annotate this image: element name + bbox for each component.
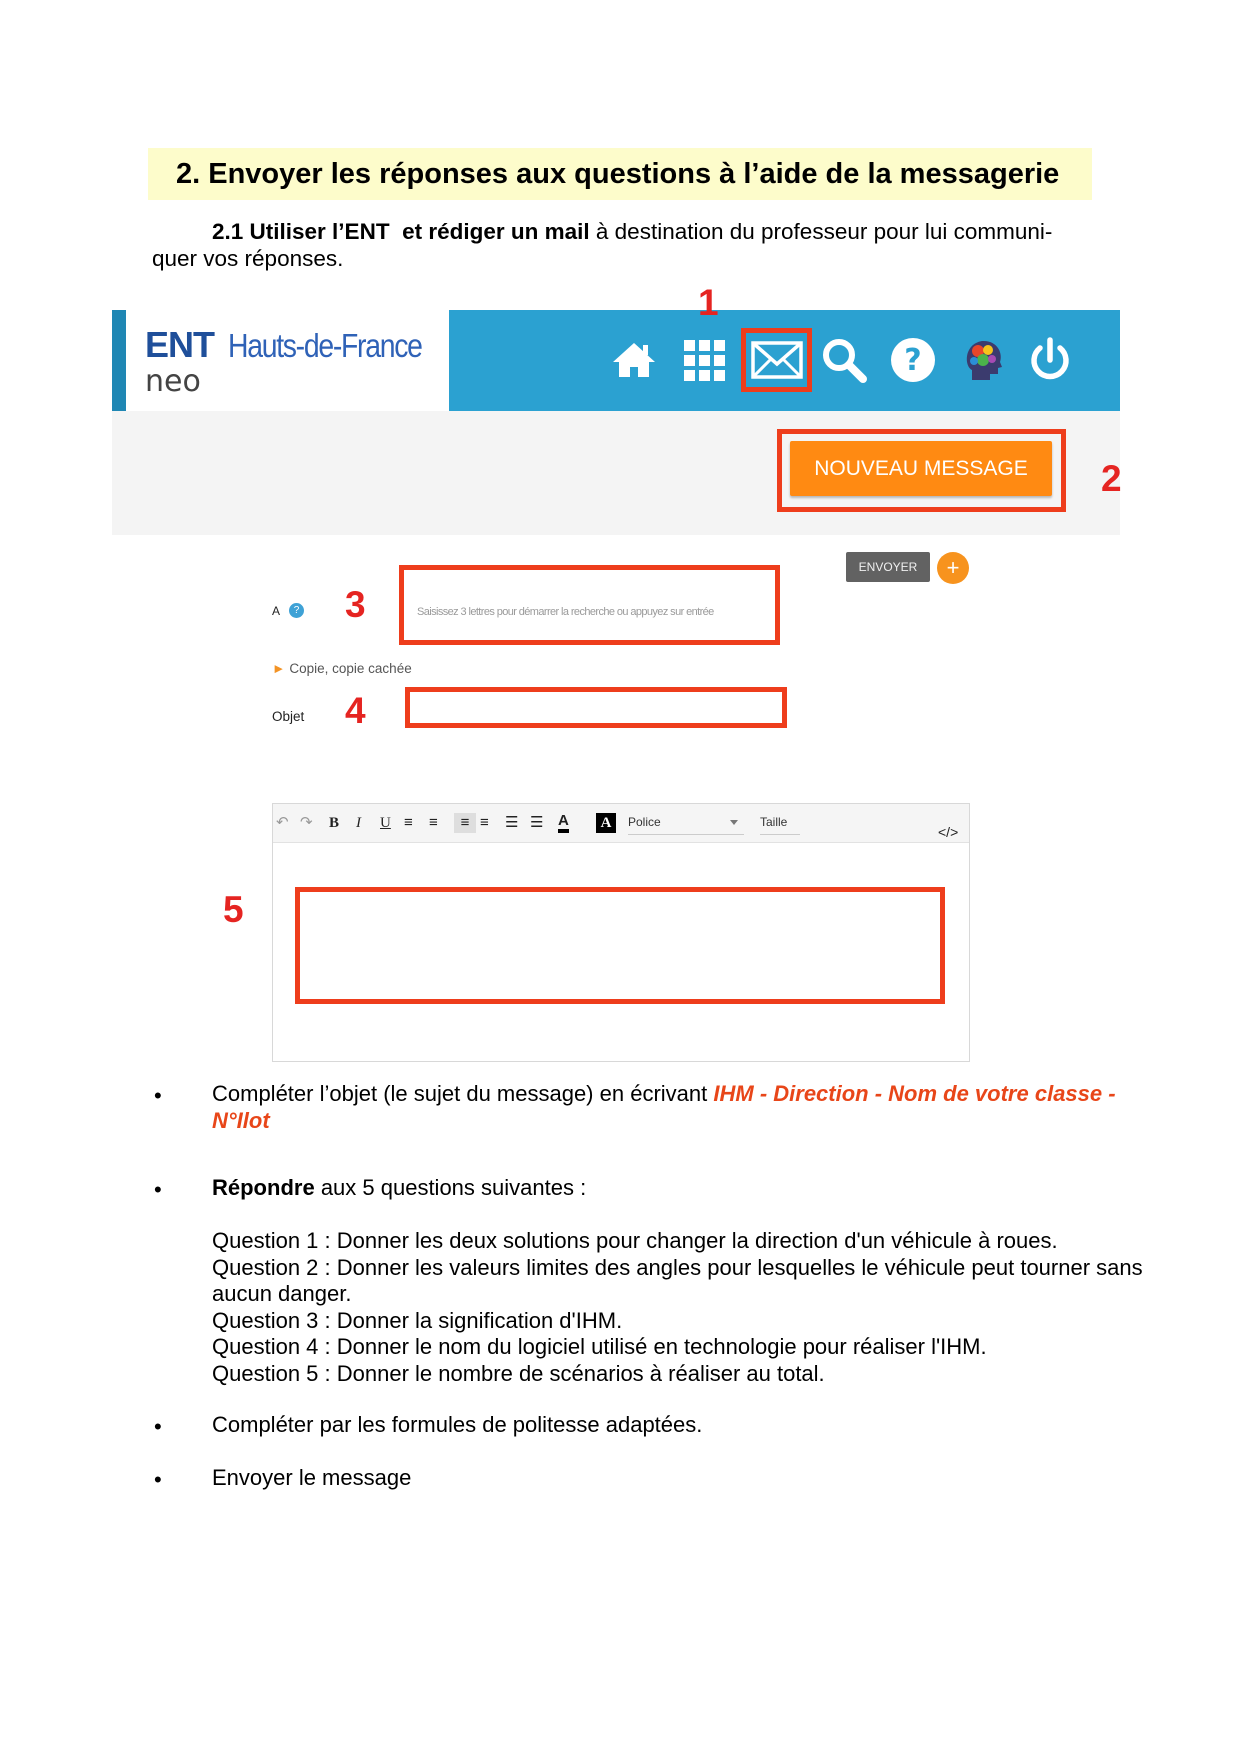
recipient-help-icon[interactable]: ? bbox=[289, 603, 304, 618]
annotation-2: 2 bbox=[1101, 458, 1122, 499]
font-select-label: Police bbox=[628, 815, 661, 829]
instruction-subject-text: Compléter l’objet (le sujet du message) en écrivant bbox=[212, 1081, 708, 1106]
justify-icon[interactable]: ≡ bbox=[404, 814, 413, 831]
avatar[interactable] bbox=[958, 336, 1006, 384]
align-center-icon[interactable]: ≡ bbox=[429, 814, 438, 831]
instruction-politeness: Compléter par les formules de politesse adaptées. bbox=[212, 1412, 703, 1437]
help-icon[interactable] bbox=[889, 336, 937, 384]
instruction-send: Envoyer le message bbox=[212, 1465, 412, 1490]
undo-icon[interactable]: ↶ bbox=[276, 814, 289, 831]
question-3: Question 3 : Donner la signification d'IHM. bbox=[212, 1307, 623, 1333]
editor-toolbar bbox=[273, 804, 969, 843]
question-1: Question 1 : Donner les deux solutions pour changer la direction d'un véhicule à roues. bbox=[212, 1228, 1058, 1253]
underline-icon[interactable]: U bbox=[380, 815, 391, 831]
numbered-list-icon[interactable]: ☰ bbox=[530, 814, 544, 831]
bullet-1: • bbox=[154, 1083, 162, 1108]
bullet-list-icon[interactable]: ☰ bbox=[505, 814, 519, 831]
answer-text: aux 5 questions suivantes : bbox=[320, 1175, 587, 1200]
power-icon[interactable] bbox=[1026, 336, 1074, 384]
question-4: Question 4 : Donner le nom du logiciel utilisé en technologie pour réaliser l'IHM. bbox=[212, 1334, 987, 1359]
annotation-5: 5 bbox=[223, 889, 244, 930]
cc-label: Copie, copie cachée bbox=[289, 661, 412, 676]
annotation-1: 1 bbox=[698, 282, 719, 323]
question-5: Question 5 : Donner le nombre de scénarios à réaliser au total. bbox=[212, 1360, 825, 1386]
intro-bold-mail: et rédiger un mail bbox=[402, 219, 590, 244]
subject-label: Objet bbox=[272, 709, 305, 724]
bold-icon[interactable]: B bbox=[329, 815, 340, 831]
font-select[interactable] bbox=[628, 812, 744, 835]
send-button[interactable]: ENVOYER bbox=[846, 552, 930, 582]
question-2: Question 2 : Donner les valeurs limites des angles pour lesquelles le véhicule peut tourner sans aucun danger. bbox=[212, 1254, 1143, 1306]
message-body-highlight-box bbox=[295, 887, 945, 1004]
logo-neo-text: neo bbox=[145, 364, 201, 399]
source-code-icon[interactable]: </> bbox=[938, 824, 959, 840]
intro-paragraph bbox=[152, 218, 1092, 272]
instruction-subject bbox=[212, 1081, 1152, 1134]
annotation-4: 4 bbox=[345, 690, 366, 731]
subject-format: IHM - Direction - Nom de votre classe - N°Ilot bbox=[212, 1081, 1116, 1133]
ent-header-edge bbox=[112, 310, 126, 411]
to-field-highlight-box bbox=[399, 565, 780, 645]
search-icon[interactable] bbox=[820, 336, 868, 384]
chevron-down-icon bbox=[730, 820, 738, 825]
cc-toggle[interactable] bbox=[272, 661, 412, 676]
home-icon[interactable] bbox=[610, 336, 658, 384]
section-title: 2. Envoyer les réponses aux questions à l’aide de la messagerie bbox=[148, 148, 1092, 200]
expand-triangle-icon: ► bbox=[272, 661, 286, 676]
intro-bold-ent: 2.1 Utiliser l’ENT bbox=[212, 219, 390, 244]
italic-icon[interactable]: I bbox=[356, 815, 361, 831]
align-left-icon[interactable]: ≡ bbox=[454, 813, 476, 833]
to-input[interactable]: Saisissez 3 lettres pour démarrer la recherche ou appuyez sur entrée bbox=[417, 606, 714, 618]
intro-rest: à destination du professeur pour lui communi-quer vos réponses. bbox=[152, 219, 1053, 271]
size-select[interactable]: Taille bbox=[760, 812, 800, 835]
redo-icon[interactable]: ↷ bbox=[300, 814, 313, 831]
annotation-3: 3 bbox=[345, 584, 366, 625]
subject-input[interactable] bbox=[405, 687, 787, 728]
logo-region-text: Hauts-de-France bbox=[228, 327, 422, 364]
align-right-icon[interactable]: ≡ bbox=[480, 814, 489, 831]
new-message-button[interactable]: NOUVEAU MESSAGE bbox=[790, 441, 1052, 496]
text-color-icon[interactable]: A bbox=[558, 813, 569, 833]
questions-list bbox=[212, 1228, 1152, 1387]
mail-icon[interactable] bbox=[751, 340, 803, 380]
svg-text:?: ? bbox=[904, 343, 922, 378]
logo-ent-text: ENT bbox=[145, 324, 214, 365]
apps-grid-icon[interactable] bbox=[680, 336, 728, 384]
bullet-4: • bbox=[154, 1467, 162, 1492]
add-button[interactable]: + bbox=[937, 552, 969, 584]
instruction-answer bbox=[212, 1175, 1152, 1202]
bullet-3: • bbox=[154, 1414, 162, 1439]
background-color-icon[interactable]: A bbox=[596, 813, 616, 833]
to-label: A bbox=[272, 604, 281, 618]
answer-verb: Répondre bbox=[212, 1175, 315, 1200]
bullet-2: • bbox=[154, 1177, 162, 1202]
